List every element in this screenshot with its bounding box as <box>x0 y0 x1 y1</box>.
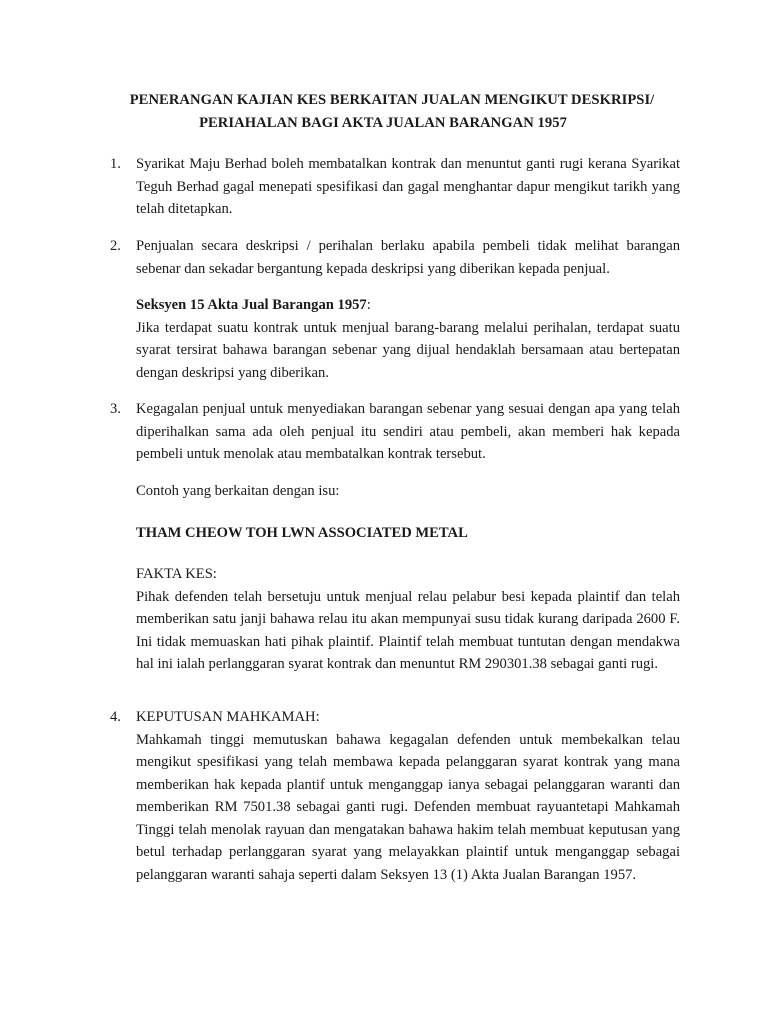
case-name-block <box>136 522 680 545</box>
list-item-number: 4. <box>110 709 121 725</box>
court-decision-heading: KEPUTUSAN MAHKAMAH: <box>136 709 320 725</box>
section-15-text: Jika terdapat suatu kontrak untuk menjual barang-barang melalui perihalan, terdapat suatu syarat tersirat bahawa barangan sebenar yang dijual hendaklah bersamaan atau bertepatan dengan deskripsi yang diberikan. <box>136 319 680 381</box>
section-15-heading-colon: : <box>366 297 371 313</box>
case-facts-heading: FAKTA KES: <box>136 566 217 582</box>
list-item-number: 1. <box>110 156 121 172</box>
section-15-heading <box>136 294 680 317</box>
list-item-number: 2. <box>110 238 121 254</box>
court-decision-text: Mahkamah tinggi memutuskan bahawa kegagalan defenden untuk membekalkan telau mengikut spesifikasi yang telah membawa kepada pelanggaran syarat kontrak yang mana memberikan hak kepada plantif untuk menganggap ianya sebagai pelanggaran waranti dan memberikan RM 7501.38 sebagai ganti rugi. Defenden membuat rayuantetapi Mahkamah Tinggi telah menolak rayuan dan mengatakan bahawa hakim telah membuat keputusan yang betul terhadap perlanggaran syarat yang melayakkan plaintif untuk menganggap sebagai pelanggaran waranti sahaja seperti dalam Seksyen 13 (1) Akta Jualan Barangan 1957. <box>136 731 680 883</box>
section-15-heading-text: Seksyen 15 Akta Jual Barangan 1957 <box>136 297 367 313</box>
section-15-block <box>136 294 680 384</box>
example-intro-block <box>136 480 680 503</box>
case-facts-text: Pihak defenden telah bersetuju untuk menjual relau pelabur besi kepada plaintif dan telah memberikan satu janji bahawa relau itu akan mempunyai susu tidak kurang daripada 2600 F. Ini tidak memuaskan hati pihak plaintif. Plaintif telah membuat tuntutan dengan mendakwa hal ini ialah perlanggaran syarat kontrak dan menuntut RM 290301.38 sebagai ganti rugi. <box>136 588 680 672</box>
list-item-text: Syarikat Maju Berhad boleh membatalkan kontrak dan menuntut ganti rugi kerana Syarikat Teguh Berhad gagal menepati spesifikasi dan gagal menghantar dapur mengikut tarikh yang telah ditetapkan. <box>136 156 680 217</box>
case-facts-block <box>136 563 680 676</box>
list-item-number: 3. <box>110 401 121 417</box>
list-item-text: Penjualan secara deskripsi / perihalan berlaku apabila pembeli tidak melihat barangan sebenar dan sekadar bergantung kepada deskripsi yang diberikan kepada penjual. <box>136 238 680 277</box>
case-name: THAM CHEOW TOH LWN ASSOCIATED METAL <box>136 525 468 541</box>
list-item-text: Kegagalan penjual untuk menyediakan barangan sebenar yang sesuai dengan apa yang telah diperihalkan sama ada oleh penjual itu sendiri atau pembeli, akan memberi hak kepada pembeli untuk menolak atau membatalkan kontrak tersebut. <box>136 401 680 462</box>
document-title-line-1: PENERANGAN KAJIAN KES BERKAITAN JUALAN MENGIKUT DESKRIPSI/ <box>129 92 655 108</box>
example-intro: Contoh yang berkaitan dengan isu: <box>136 483 340 499</box>
document-title-line-2: PERIAHALAN BAGI AKTA JUALAN BARANGAN 1957 <box>199 115 567 131</box>
